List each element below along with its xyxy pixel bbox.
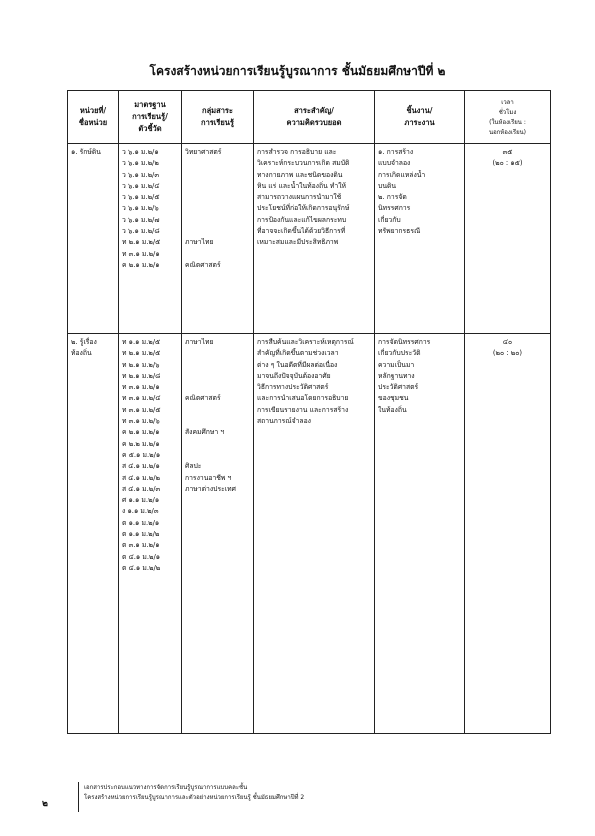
footer-caption: เอกสารประกอบแนวทางการจัดการเรียนรู้บูรณาการแบบคละชั้น โครงสร้างหน่วยการเรียนรู้บูรณาการและตัวอย่างหน่วยการเรียนรู้ ชั้นมัธยมศึกษาปีที่ 2 (84, 784, 305, 801)
header-task: ชิ้นงาน/ ภาระงาน (375, 91, 465, 144)
page-footer (0, 778, 595, 818)
header-unit: หน่วยที่/ ชื่อหน่วย (68, 91, 119, 144)
subject-cell: ภาษาไทย คณิตศาสตร์ สังคมศึกษา ฯ ศิลปะ การงานอาชีพ ฯ ภาษาต่างประเทศ (182, 334, 254, 734)
page-number: ๒ (42, 799, 48, 809)
unit-cell: ๑. รักษ์ดิน (68, 144, 119, 334)
time-cell: ๓๕ (๒๐ : ๑๕) (465, 144, 551, 334)
content-cell: การสืบค้นและวิเคราะห์เหตุการณ์ สำคัญที่เกิดขึ้นตามช่วงเวลา ต่าง ๆ ในอดีตที่มีผลต่อเนื่อง มาจนถึงปัจจุบันต้องอาศัย วิธีการทางประวัติศาสตร์ และการนำเสนอโดยการอธิบาย การเขียนรายงาน และการสร้าง สถานการณ์จำลอง (254, 334, 375, 734)
curriculum-table (67, 90, 551, 734)
standard-cell: ว ๖.๑ ม.๒/๑ ว ๖.๑ ม.๒/๒ ว ๖.๑ ม.๒/๓ ว ๖.๑ ม.๒/๔ ว ๖.๑ ม.๒/๕ ว ๖.๑ ม.๒/๖ ว ๖.๑ ม.๒/๗ ว ๖.๑ ม.๒/๘ ท ๒.๑ ม.๒/๕ ท ๓.๑ ม.๒/๑ ค ๒.๑ ม.๒/๑ (119, 144, 182, 334)
task-cell: การจัดนิทรรศการ เกี่ยวกับประวัติ ความเป็นมา หลักฐานทาง ประวัติศาสตร์ ของชุมชน ในท้องถิ่น (375, 334, 465, 734)
time-cell: ๔๐ (๒๐ : ๒๐) (465, 334, 551, 734)
header-time: เวลา ชั่วโมง (ในห้องเรียน : นอกห้องเรียน) (465, 91, 551, 144)
footer-divider (78, 782, 79, 812)
subject-cell: วิทยาศาสตร์ ภาษาไทย คณิตศาสตร์ (182, 144, 254, 334)
page-title: โครงสร้างหน่วยการเรียนรู้บูรณาการ ชั้นมัธยมศึกษาปีที่ ๒ (149, 64, 446, 78)
header-row (68, 91, 551, 144)
table-row (68, 334, 551, 734)
task-cell: ๑. การสร้าง แบบจำลอง การเกิดแหล่งน้ำ บนดิน ๒. การจัด นิทรรศการ เกี่ยวกับ ทรัพยากรธรณี (375, 144, 465, 334)
header-standard: มาตรฐาน การเรียนรู้/ ตัวชี้วัด (119, 91, 182, 144)
standard-cell: ท ๑.๑ ม.๒/๕ ท ๒.๑ ม.๒/๕ ท ๒.๑ ม.๒/๖ ท ๒.๑ ม.๒/๘ ท ๓.๑ ม.๒/๑ ท ๓.๑ ม.๒/๔ ท ๓.๑ ม.๒/๕ ท ๓.๑ ม.๒/๖ ค ๒.๑ ม.๒/๑ ค ๒.๒ ม.๒/๑ ค ๕.๑ ม.๒/๑ ส ๔.๑ ม.๒/๑ ส ๔.๑ ม.๒/๒ ส ๔.๑ ม.๒/๓ ศ ๑.๑ ม.๒/๑ ง ๑.๑ ม.๒/๓ ต ๑.๑ ม.๒/๑ ต ๑.๑ ม.๒/๒ ต ๓.๑ ม.๒/๑ ต ๔.๑ ม.๒/๑ ต ๔.๑ ม.๒/๒ (119, 334, 182, 734)
unit-cell: ๒. รู้เรื่อง ท้องถิ่น (68, 334, 119, 734)
header-content: สาระสำคัญ/ ความคิดรวบยอด (254, 91, 375, 144)
content-cell: การสำรวจ การอธิบาย และ วิเคราะห์กระบวนการเกิด สมบัติ ทางกายภาพ และชนิดของดิน หิน แร่ และน้ำในท้องถิ่น ทำให้ สามารถวางแผนการนำมาใช้ ประโยชน์ที่ก่อให้เกิดการอนุรักษ์ การป้องกันและแก้ไขผลกระทบ ที่อาจจะเกิดขึ้นได้ด้วยวิธีการที่ เหมาะสมและมีประสิทธิภาพ (254, 144, 375, 334)
table-row (68, 144, 551, 334)
header-subject: กลุ่มสาระ การเรียนรู้ (182, 91, 254, 144)
